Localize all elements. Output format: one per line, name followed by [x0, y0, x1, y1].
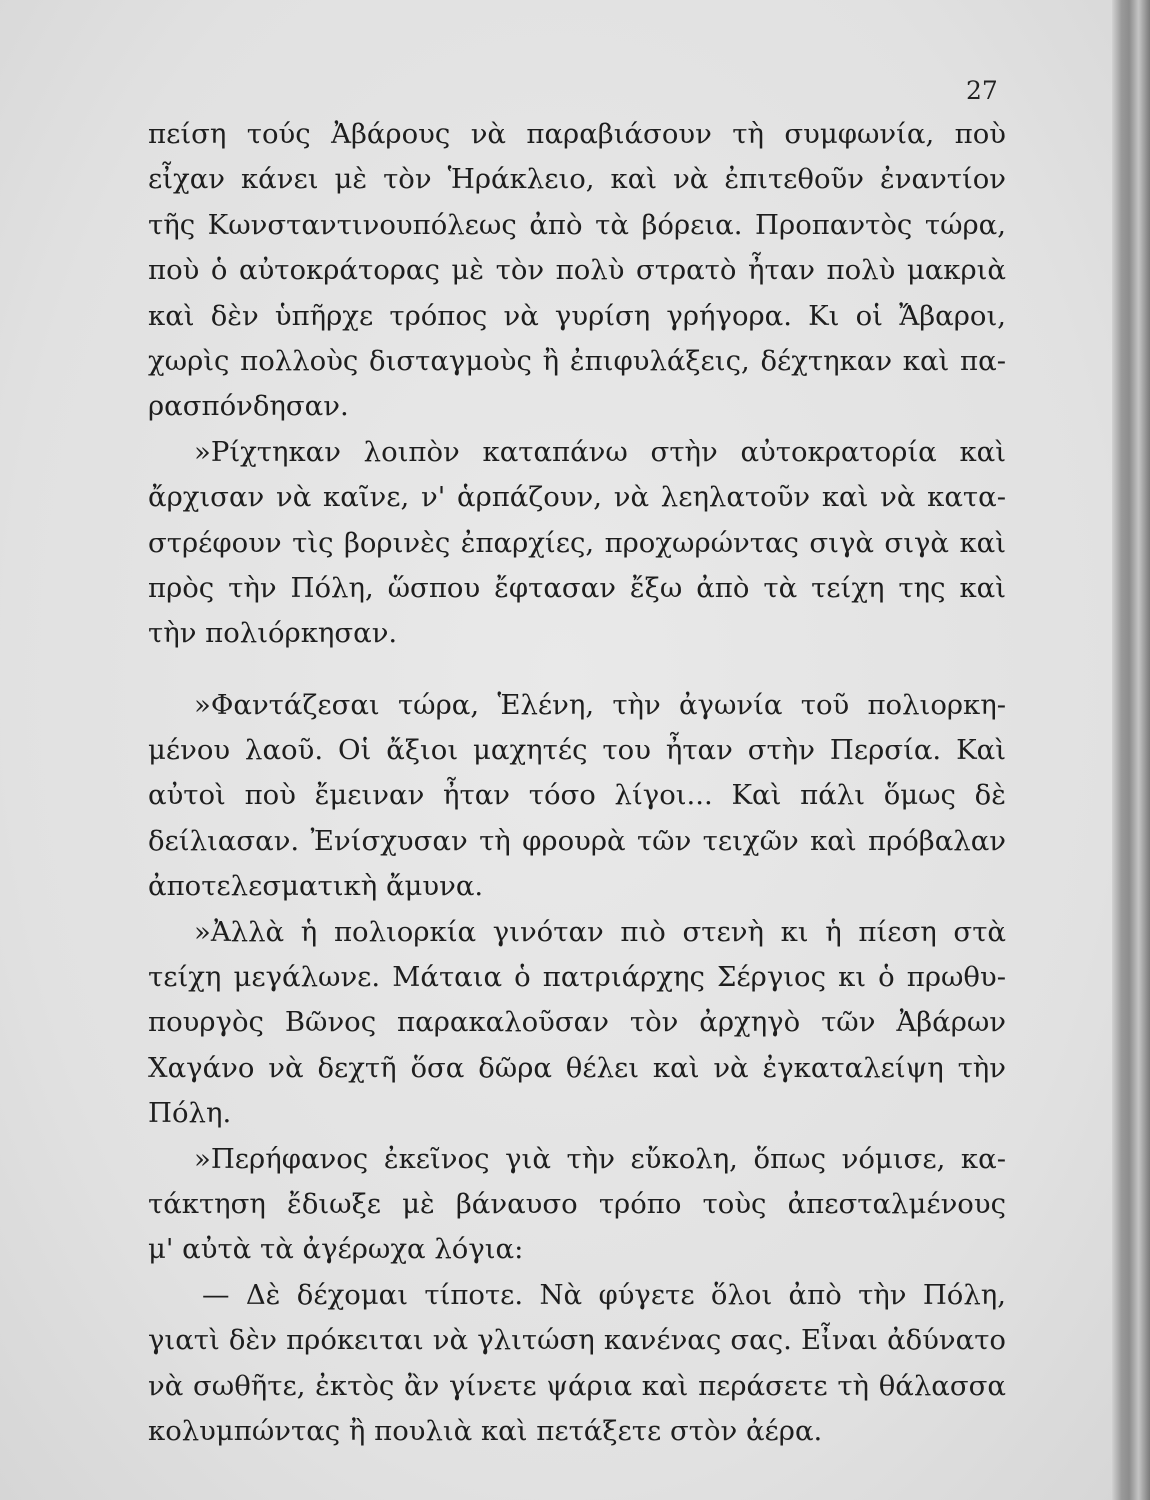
text-line: δείλιασαν. Ἐνίσχυσαν τὴ φρουρὰ τῶν τειχῶν καὶ πρόβαλαν — [148, 824, 1006, 857]
text-line: ἀποτελεσματικὴ ἄμυνα. — [148, 870, 484, 903]
text-line: αὐτοὶ ποὺ ἔμειναν ἦταν τόσο λίγοι... Καὶ πάλι ὅμως δὲ — [148, 779, 1006, 812]
text-line: Χαγάνο νὰ δεχτῆ ὅσα δῶρα θέλει καὶ νὰ ἐγκαταλείψη τὴν — [148, 1051, 1006, 1084]
text-line: »Ἀλλὰ ἡ πολιορκία γινόταν πιὸ στενὴ κι ἡ πίεση στὰ — [194, 915, 1006, 948]
paragraph-2 — [148, 430, 1006, 657]
paragraph-3 — [148, 683, 1006, 910]
text-line: πρὸς τὴν Πόλη, ὥσπου ἔφτασαν ἔξω ἀπὸ τὰ τείχη της καὶ — [148, 571, 1006, 604]
page-number: 27 — [966, 76, 998, 105]
text-line: μένου λαοῦ. Οἱ ἄξιοι μαχητές του ἦταν στὴν Περσία. Καὶ — [148, 734, 1006, 767]
text-line: τὴν πολιόρκησαν. — [148, 617, 398, 650]
dialogue-paragraph — [148, 1273, 1006, 1455]
text-line: ἄρχισαν νὰ καῖνε, ν' ἁρπάζουν, νὰ λεηλατοῦν καὶ νὰ κατα- — [148, 481, 1006, 514]
text-line: γιατὶ δὲν πρόκειται νὰ γλιτώση κανένας σας. Εἶναι ἀδύνατο — [148, 1324, 1006, 1357]
text-line: κολυμπώντας ἢ πουλιὰ καὶ πετάξετε στὸν ἀέρα. — [148, 1414, 823, 1447]
text-line: νὰ σωθῆτε, ἐκτὸς ἂν γίνετε ψάρια καὶ περάσετε τὴ θάλασσα — [148, 1369, 1006, 1402]
text-line: μ' αὐτὰ τὰ ἀγέρωχα λόγια: — [148, 1233, 524, 1266]
text-line: — Δὲ δέχομαι τίποτε. Νὰ φύγετε ὅλοι ἀπὸ τὴν Πόλη, — [202, 1278, 1006, 1311]
text-line: στρέφουν τὶς βορινὲς ἐπαρχίες, προχωρώντας σιγὰ σιγὰ καὶ — [148, 526, 1006, 559]
body-text — [148, 112, 1006, 1454]
text-line: ρασπόνδησαν. — [148, 390, 349, 423]
text-line: πείση τούς Ἀβάρους νὰ παραβιάσουν τὴ συμφωνία, ποὺ — [148, 118, 1006, 150]
paragraph-1 — [148, 112, 1006, 430]
text-line: »Φαντάζεσαι τώρα, Ἑλένη, τὴν ἀγωνία τοῦ πολιορκη- — [194, 688, 1006, 721]
text-line: ποὺ ὁ αὐτοκράτορας μὲ τὸν πολὺ στρατὸ ἦταν πολὺ μακριὰ — [148, 254, 1006, 287]
text-line: »Ρίχτηκαν λοιπὸν καταπάνω στὴν αὐτοκρατορία καὶ — [194, 435, 1006, 468]
text-line: χωρὶς πολλοὺς δισταγμοὺς ἢ ἐπιφυλάξεις, δέχτηκαν καὶ πα- — [148, 344, 1006, 377]
text-line: πουργὸς Βῶνος παρακαλοῦσαν τὸν ἀρχηγὸ τῶν Ἀβάρων — [148, 1006, 1006, 1039]
page-edge — [1112, 0, 1150, 1500]
paragraph-4 — [148, 910, 1006, 1137]
text-line: Πόλη. — [148, 1097, 232, 1130]
text-line: τῆς Κωνσταντινουπόλεως ἀπὸ τὰ βόρεια. Προπαντὸς τώρα, — [148, 208, 1006, 241]
text-line: »Περήφανος ἐκεῖνος γιὰ τὴν εὔκολη, ὅπως νόμισε, κα- — [194, 1142, 1006, 1175]
text-line: τείχη μεγάλωνε. Μάταια ὁ πατριάρχης Σέργιος κι ὁ πρωθυ- — [148, 961, 1006, 994]
text-line: εἶχαν κάνει μὲ τὸν Ἡράκλειο, καὶ νὰ ἐπιτεθοῦν ἐναντίον — [148, 163, 1006, 196]
text-line: καὶ δὲν ὑπῆρχε τρόπος νὰ γυρίση γρήγορα. Κι οἱ Ἄβαροι, — [148, 299, 1006, 332]
paragraph-5 — [148, 1137, 1006, 1273]
text-line: τάκτηση ἔδιωξε μὲ βάναυσο τρόπο τοὺς ἀπεσταλμένους — [148, 1187, 1006, 1220]
